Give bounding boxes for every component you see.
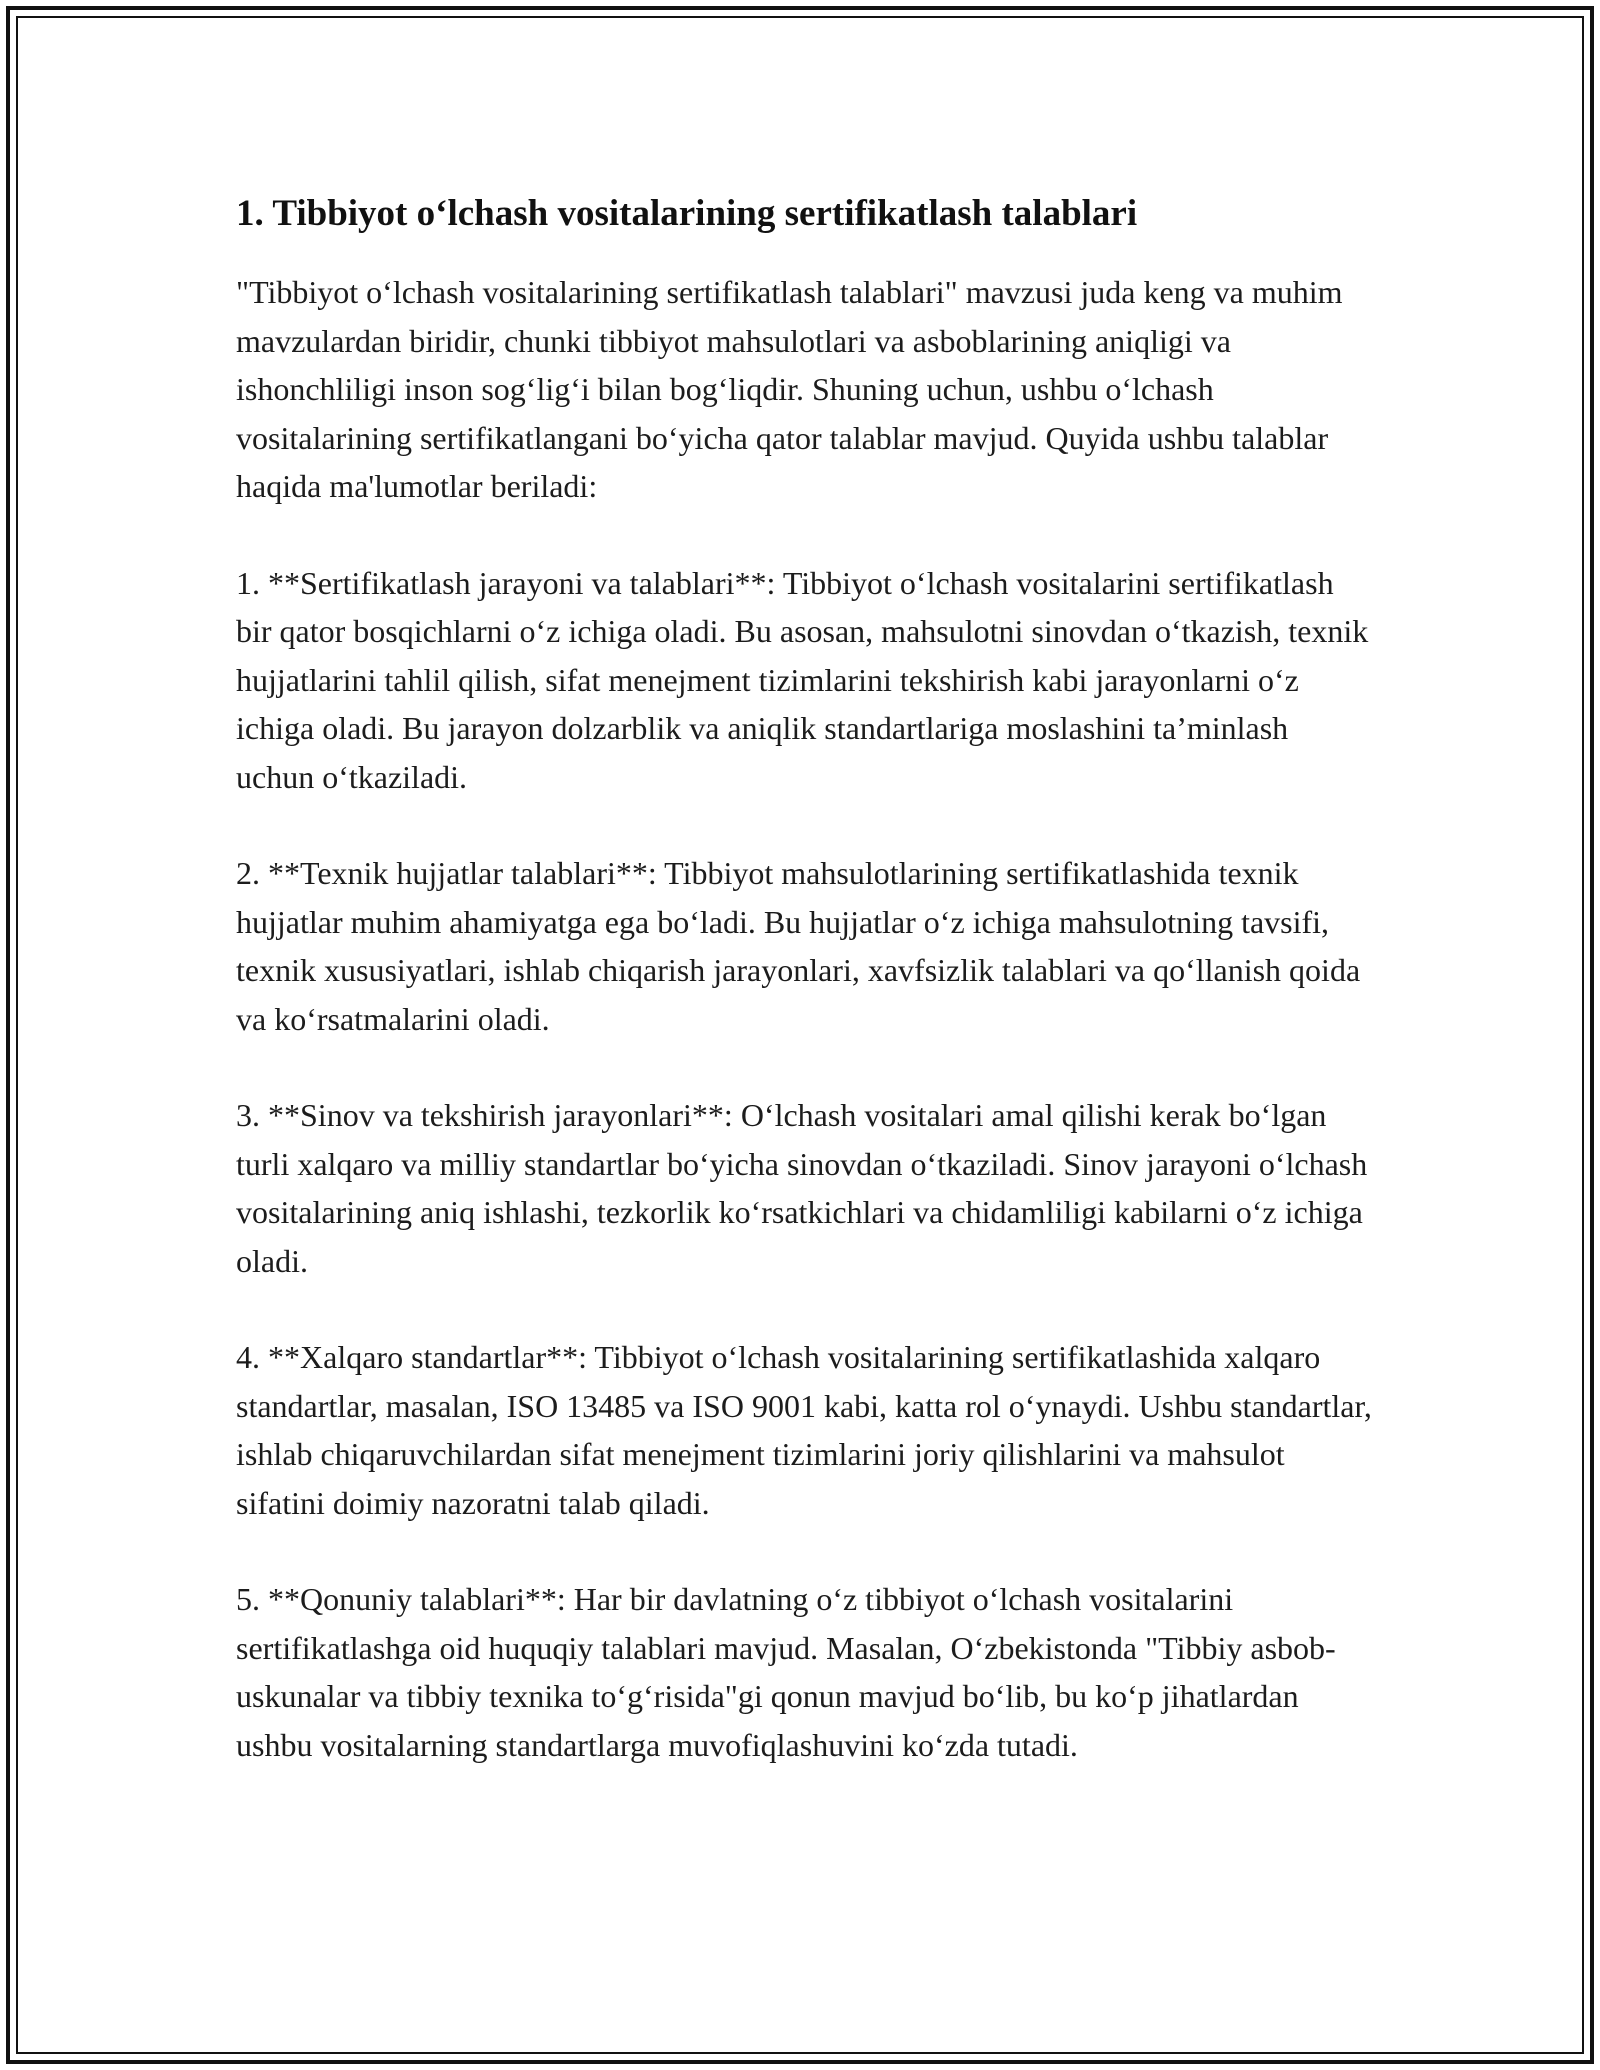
intro-paragraph: "Tibbiyot o‘lchash vositalarining sertifikatlash talablari" mavzusi juda keng va muhim mavzulardan biridir, chunki tibbiyot mahsulotlari va asboblarining aniqligi va ishonchliligi inson sog‘lig‘i bilan bog‘liqdir. Shuning uchun, ushbu o‘lchash vositalarining sertifikatlangani bo‘yicha qator talablar mavjud. Quyida ushbu talablar haqida ma'lumotlar beriladi: (236, 274, 1343, 504)
document-title: 1. Tibbiyot o‘lchash vositalarining sertifikatlash talablari (236, 193, 1138, 234)
paragraph-legal-requirements: 5. **Qonuniy talablari**: Har bir davlatning o‘z tibbiyot o‘lchash vositalarini sertifikatlashga oid huquqiy talablari mavjud. Masalan, O‘zbekistonda "Tibbiy asbob-uskunalar va tibbiy texnika to‘g‘risida"gi qonun mavjud bo‘lib, bu ko‘p jihatlardan ushbu vositalarning standartlarga muvofiqlashuvini ko‘zda tutadi. (236, 1581, 1336, 1763)
document-body (236, 186, 1374, 1817)
paragraph-certification-process: 1. **Sertifikatlash jarayoni va talablari**: Tibbiyot o‘lchash vositalarini sertifikatlash bir qator bosqichlarni o‘z ichiga oladi. Bu asosan, mahsulotni sinovdan o‘tkazish, texnik hujjatlarini tahlil qilish, sifat menejment tizimlarini tekshirish kabi jarayonlarni o‘z ichiga oladi. Bu jarayon dolzarblik va aniqlik standartlariga moslashini ta’minlash uchun o‘tkaziladi. (236, 564, 1369, 795)
paragraph-technical-documents: 2. **Texnik hujjatlar talablari**: Tibbiyot mahsulotlarining sertifikatlashida texnik hujjatlar muhim ahamiyatga ega bo‘ladi. Bu hujjatlar o‘z ichiga mahsulotning tavsifi, texnik xususiyatlari, ishlab chiqarish jarayonlari, xavfsizlik talablari va qo‘llanish qoida va ko‘rsatmalarini oladi. (236, 855, 1361, 1037)
paragraph-international-standards: 4. **Xalqaro standartlar**: Tibbiyot o‘lchash vositalarining sertifikatlashida xalqaro standartlar, masalan, ISO 13485 va ISO 9001 kabi, katta rol o‘ynaydi. Ushbu standartlar, ishlab chiqaruvchilardan sifat menejment tizimlarini joriy qilishlarini va mahsulot sifatini doimiy nazoratni talab qiladi. (236, 1339, 1372, 1521)
paragraph-testing-processes: 3. **Sinov va tekshirish jarayonlari**: O‘lchash vositalari amal qilishi kerak bo‘lgan turli xalqaro va milliy standartlar bo‘yicha sinovdan o‘tkaziladi. Sinov jarayoni o‘lchash vositalarining aniq ishlashi, tezkorlik ko‘rsatkichlari va chidamliligi kabilarni o‘z ichiga oladi. (236, 1097, 1368, 1279)
